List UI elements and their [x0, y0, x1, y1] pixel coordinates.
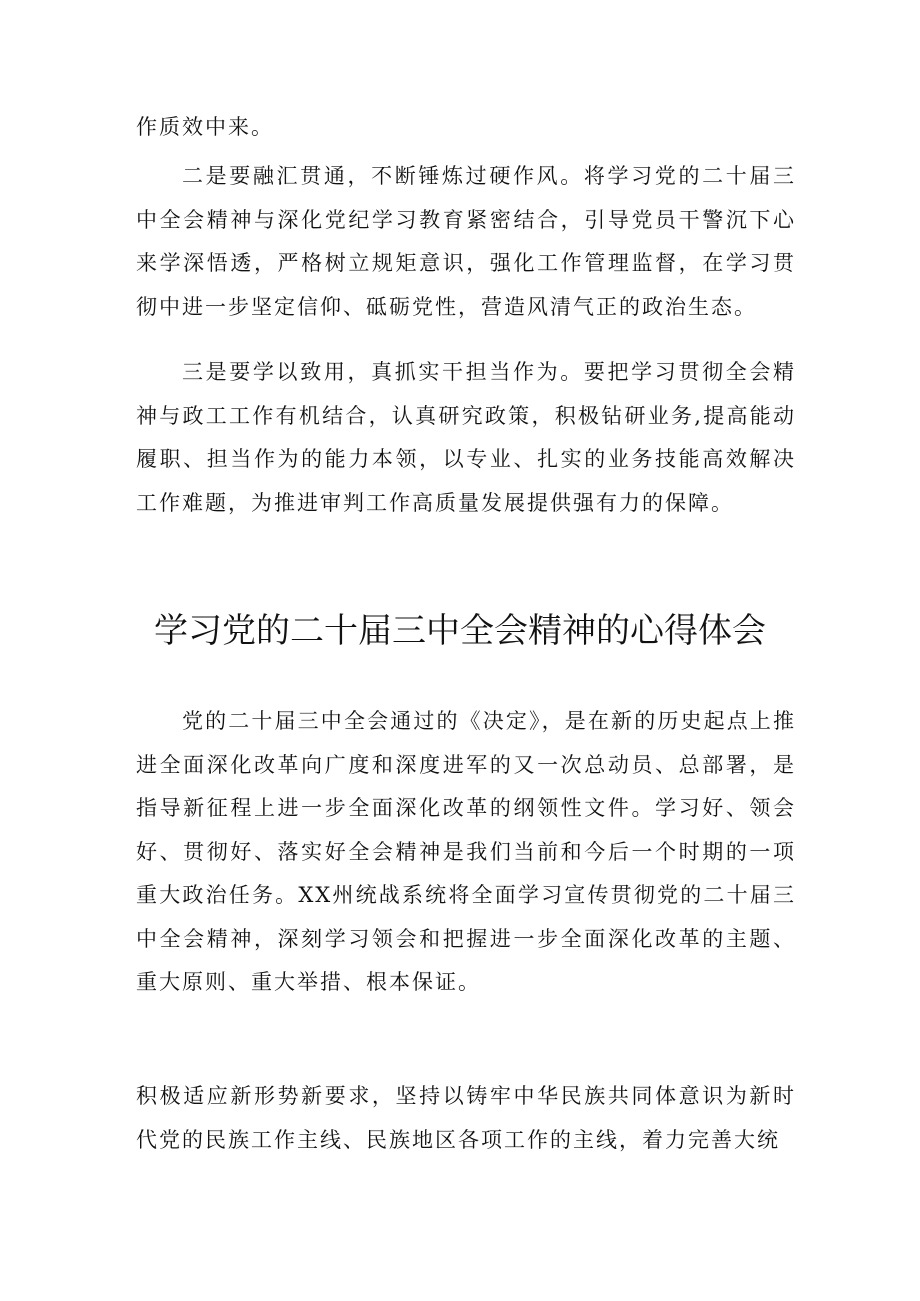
- paragraph-continuation: 积极适应新形势新要求，坚持以铸牢中华民族共同体意识为新时代党的民族工作主线、民族地区各项工作的主线，着力完善大统: [136, 1084, 796, 1152]
- paragraph-point-two: 二是要融汇贯通，不断锤炼过硬作风。将学习党的二十届三中全会精神与深化党纪学习教育紧密结合，引导党员干警沉下心来学深悟透，严格树立规矩意识，强化工作管理监督，在学习贯彻中进一步坚定信仰、砥砺党性，营造风清气正的政治生态。: [136, 164, 796, 319]
- paragraph-point-three: 三是要学以致用，真抓实干担当作为。要把学习贯彻全会精神与政工工作有机结合，认真研究政策，积极钻研业务,提高能动履职、担当作为的能力本领，以专业、扎实的业务技能高效解决工作难题，为推进审判工作高质量发展提供强有力的保障。: [136, 360, 796, 515]
- paragraph-intro: 党的二十届三中全会通过的《决定》，是在新的历史起点上推进全面深化改革向广度和深度进军的又一次总动员、总部署，是指导新征程上进一步全面深化改革的纲领性文件。学习好、领会好、贯彻好、落实好全会精神是我们当前和今后一个时期的一项重大政治任务。XX州统战系统将全面学习宣传贯彻党的二十届三中全会精神，深刻学习领会和把握进一步全面深化改革的主题、重大原则、重大举措、根本保证。: [136, 709, 796, 994]
- paragraph-carryover: 作质效中来。: [136, 115, 274, 139]
- document-title: 学习党的二十届三中全会精神的心得体会: [154, 611, 766, 651]
